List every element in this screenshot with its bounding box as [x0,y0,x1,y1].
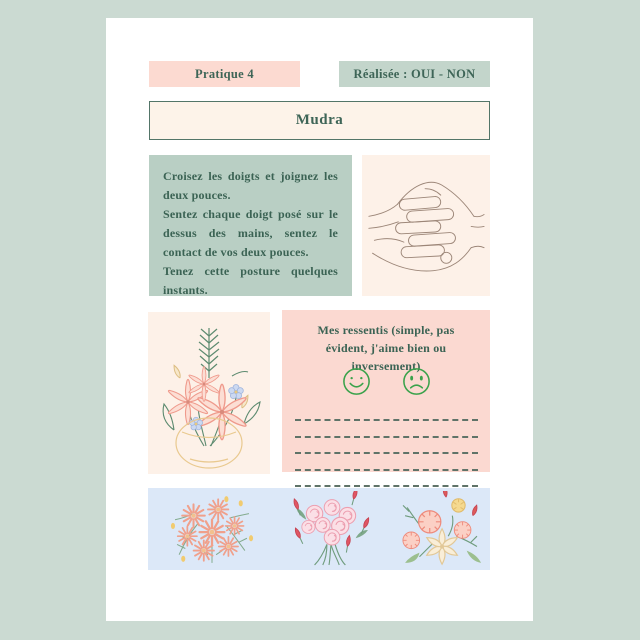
instruction-line: Tenez cette posture quelques instants. [163,263,338,297]
practice-number-label [149,61,300,87]
answer-lines [295,405,478,487]
daisies-bouquet-icon [162,491,262,567]
flower-vase-icon [148,312,270,474]
feelings-choices [282,366,490,397]
answer-line[interactable] [295,454,478,470]
roses-bouquet-icon [281,491,381,567]
feelings-panel [282,310,490,472]
mixed-bouquet-icon [390,491,490,567]
completed-status-field[interactable] [339,61,490,87]
vase-illustration [148,312,270,474]
practice-number-text: Pratique 4 [195,66,254,81]
answer-line[interactable] [295,405,478,421]
instructions-panel [149,155,352,296]
answer-line[interactable] [295,471,478,487]
feelings-prompt: Mes ressentis (simple, pas évident, j'aime bien ou inversement) [317,323,455,373]
answer-line[interactable] [295,421,478,437]
instruction-line: Croisez les doigts et joignez les deux pouces. [163,169,338,202]
flowers-banner [148,488,490,570]
mudra-hands-illustration [362,155,490,296]
page-title: Mudra [295,112,344,128]
happy-face-icon[interactable] [341,366,372,397]
page-title-box [149,101,490,140]
clasped-hands-icon [367,161,485,291]
worksheet-page [106,18,533,621]
answer-line[interactable] [295,438,478,454]
completed-status-text: Réalisée : OUI - NON [353,66,476,81]
sad-face-icon[interactable] [401,366,432,397]
instruction-line: Sentez chaque doigt posé sur le dessus des mains, sentez le contact de vos deux pouces. [163,206,338,259]
